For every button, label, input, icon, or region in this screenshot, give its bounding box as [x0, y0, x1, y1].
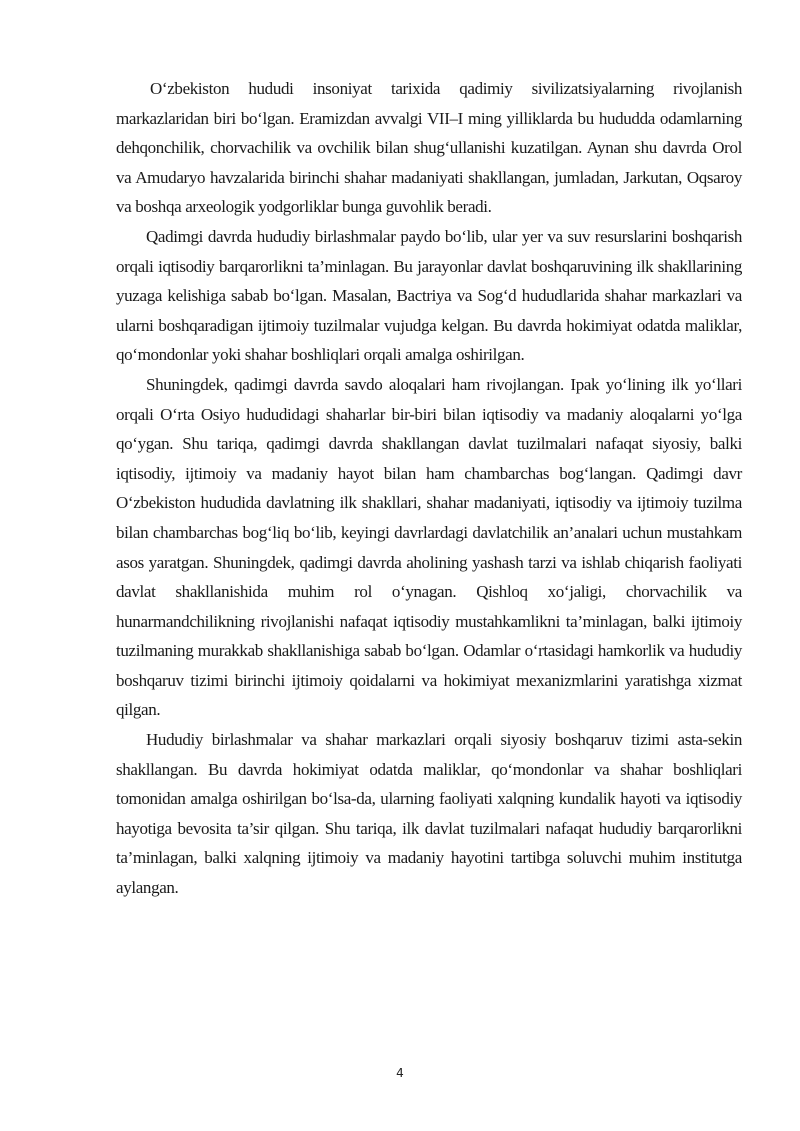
paragraph-3: Shuningdek, qadimgi davrda savdo aloqalari ham rivojlangan. Ipak yo‘lining ilk yo‘llari orqali O‘rta Osiyo hududidagi shaharlar bir-biri bilan iqtisodiy va madaniy aloqalarni yo‘lga qo‘ygan. Shu tariqa, qadimgi davrda shakllangan davlat tuzilmalari nafaqat siyosiy, balki iqtisodiy, ijtimoiy va madaniy hayot bilan ham chambarchas bog‘langan. Qadimgi davr O‘zbekiston hududida davlatning ilk shakllari, shahar madaniyati, iqtisodiy va ijtimoiy tuzilma bilan chambarchas bog‘liq bo‘lib, keyingi davrlardagi davlatchilik an’analari uchun mustahkam asos yaratgan. Shuningdek, qadimgi davrda aholining yashash tarzi va ishlab chiqarish faoliyati davlat shakllanishida muhim rol o‘ynagan. Qishloq xo‘jaligi, chorvachilik va hunarmandchilikning rivojlanishi nafaqat iqtisodiy mustahkamlikni ta’minlagan, balki ijtimoiy tuzilmaning murakkab shakllanishiga sabab bo‘lgan. Odamlar o‘rtasidagi hamkorlik va hududiy boshqaruv tizimi birinchi ijtimoiy qoidalarni va hokimiyat mexanizmlarini yaratishga xizmat qilgan. — [116, 374, 742, 720]
page-number: 4 — [396, 1066, 404, 1080]
paragraph-1: O‘zbekiston hududi insoniyat tarixida qadimiy sivilizatsiyalarning rivojlanish markazlaridan biri bo‘lgan. Eramizdan avvalgi VII–I ming yilliklarda bu hududda odamlarning dehqonchilik, chorvachilik va ovchilik bilan shug‘ullanishi kuzatilgan. Aynan shu davrda Orol va Amudaryo havzalarida birinchi shahar madaniyati shakllangan, jumladan, Jarkutan, Oqsaroy va boshqa arxeologik yodgorliklar bunga guvohlik beradi. — [116, 79, 742, 217]
paragraph-4: Hududiy birlashmalar va shahar markazlari orqali siyosiy boshqaruv tizimi asta-sekin shakllangan. Bu davrda hokimiyat odatda maliklar, qo‘mondonlar va shahar boshliqlari tomonidan amalga oshirilgan bo‘lsa-da, ularning faoliyati xalqning kundalik hayoti va iqtisodiy hayotiga bevosita ta’sir qilgan. Shu tariqa, ilk davlat tuzilmalari nafaqat hududiy barqarorlikni ta’minlagan, balki xalqning ijtimoiy va madaniy hayotini tartibga soluvchi muhim institutga aylangan. — [116, 730, 742, 898]
page-body — [116, 74, 742, 903]
paragraph-2: Qadimgi davrda hududiy birlashmalar paydo bo‘lib, ular yer va suv resurslarini boshqarish orqali iqtisodiy barqarorlikni ta’minlagan. Bu jarayonlar davlat boshqaruvining ilk shakllarining yuzaga kelishiga sabab bo‘lgan. Masalan, Bactriya va Sog‘d hududlarida shahar markazlari va ularni boshqaradigan ijtimoiy tuzilmalar vujudga kelgan. Bu davrda hokimiyat odatda maliklar, qo‘mondonlar yoki shahar boshliqlari orqali amalga oshirilgan. — [116, 226, 742, 365]
